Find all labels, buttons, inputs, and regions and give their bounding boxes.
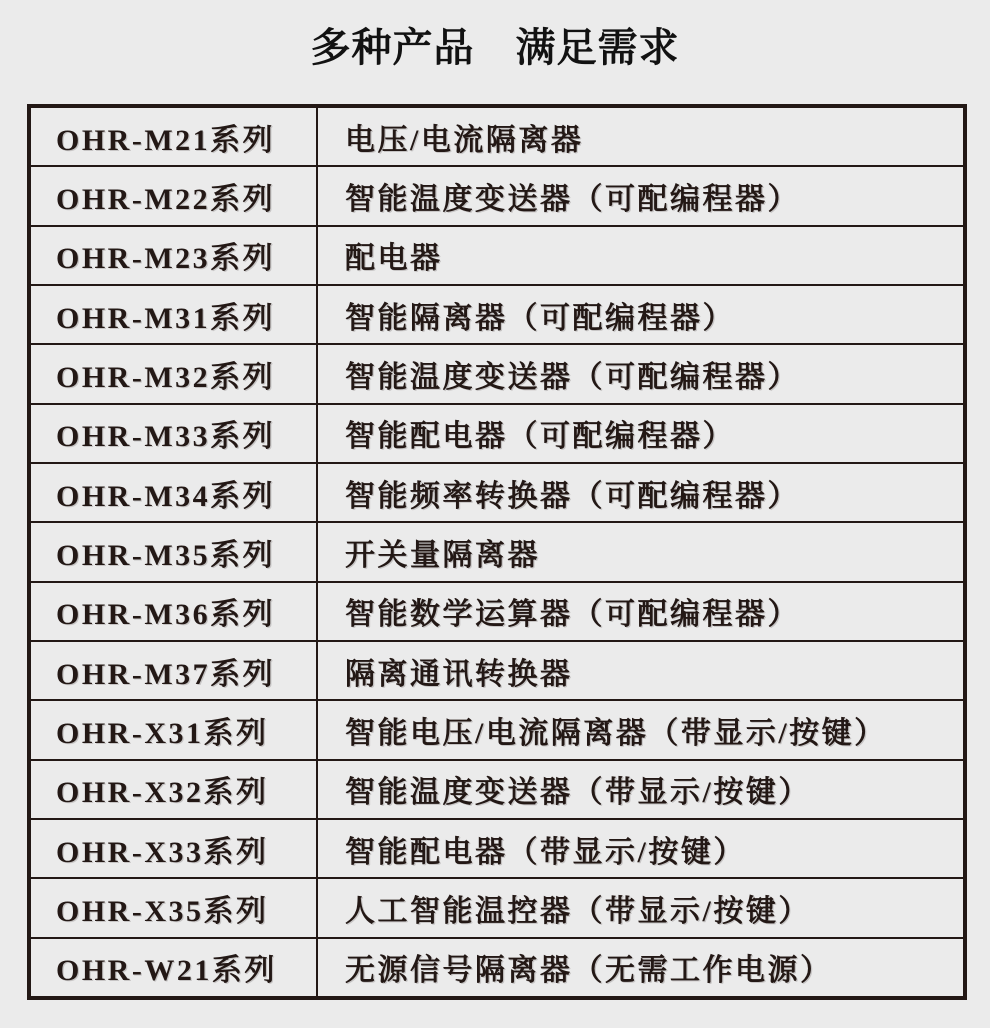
table-row — [31, 405, 963, 464]
series-cell: OHR-M32系列 — [31, 345, 318, 402]
description-cell: 隔离通讯转换器 — [345, 657, 573, 691]
series-cell: OHR-M37系列 — [31, 642, 318, 699]
table-row — [31, 464, 963, 523]
series-cell: OHR-M21系列 — [31, 108, 318, 165]
description-cell: 智能数学运算器（可配编程器） — [345, 598, 800, 632]
table-row — [31, 167, 963, 226]
product-series-table — [27, 104, 967, 1000]
description-cell: 人工智能温控器（带显示/按键） — [345, 894, 811, 928]
description-cell: 智能温度变送器（可配编程器） — [345, 182, 800, 216]
table-row — [31, 761, 963, 820]
table-row — [31, 286, 963, 345]
series-cell: OHR-M31系列 — [31, 286, 318, 343]
description-cell: 智能温度变送器（带显示/按键） — [345, 776, 811, 810]
table-row — [31, 642, 963, 701]
description-cell: 智能配电器（可配编程器） — [345, 420, 735, 454]
description-cell: 电压/电流隔离器 — [345, 123, 584, 157]
table-row — [31, 523, 963, 582]
series-cell: OHR-X32系列 — [31, 761, 318, 818]
series-cell: OHR-W21系列 — [31, 939, 318, 996]
description-cell: 智能温度变送器（可配编程器） — [345, 360, 800, 394]
table-row — [31, 345, 963, 404]
page-title: 多种产品 满足需求 — [310, 26, 680, 70]
table-row — [31, 108, 963, 167]
description-cell: 智能配电器（带显示/按键） — [345, 835, 746, 869]
series-cell: OHR-M35系列 — [31, 523, 318, 580]
series-cell: OHR-X35系列 — [31, 879, 318, 936]
series-cell: OHR-X31系列 — [31, 701, 318, 758]
description-cell: 智能电压/电流隔离器（带显示/按键） — [345, 716, 887, 750]
series-cell: OHR-M23系列 — [31, 227, 318, 284]
series-cell: OHR-M22系列 — [31, 167, 318, 224]
description-cell: 智能隔离器（可配编程器） — [345, 301, 735, 335]
table-row — [31, 227, 963, 286]
table-row — [31, 820, 963, 879]
series-cell: OHR-M33系列 — [31, 405, 318, 462]
table-row — [31, 701, 963, 760]
series-cell: OHR-M34系列 — [31, 464, 318, 521]
description-cell: 智能频率转换器（可配编程器） — [345, 479, 800, 513]
table-row — [31, 583, 963, 642]
table-row — [31, 879, 963, 938]
description-cell: 配电器 — [345, 242, 443, 276]
series-cell: OHR-M36系列 — [31, 583, 318, 640]
series-cell: OHR-X33系列 — [31, 820, 318, 877]
table-row — [31, 939, 963, 996]
description-cell: 无源信号隔离器（无需工作电源） — [345, 954, 833, 988]
description-cell: 开关量隔离器 — [345, 538, 540, 572]
